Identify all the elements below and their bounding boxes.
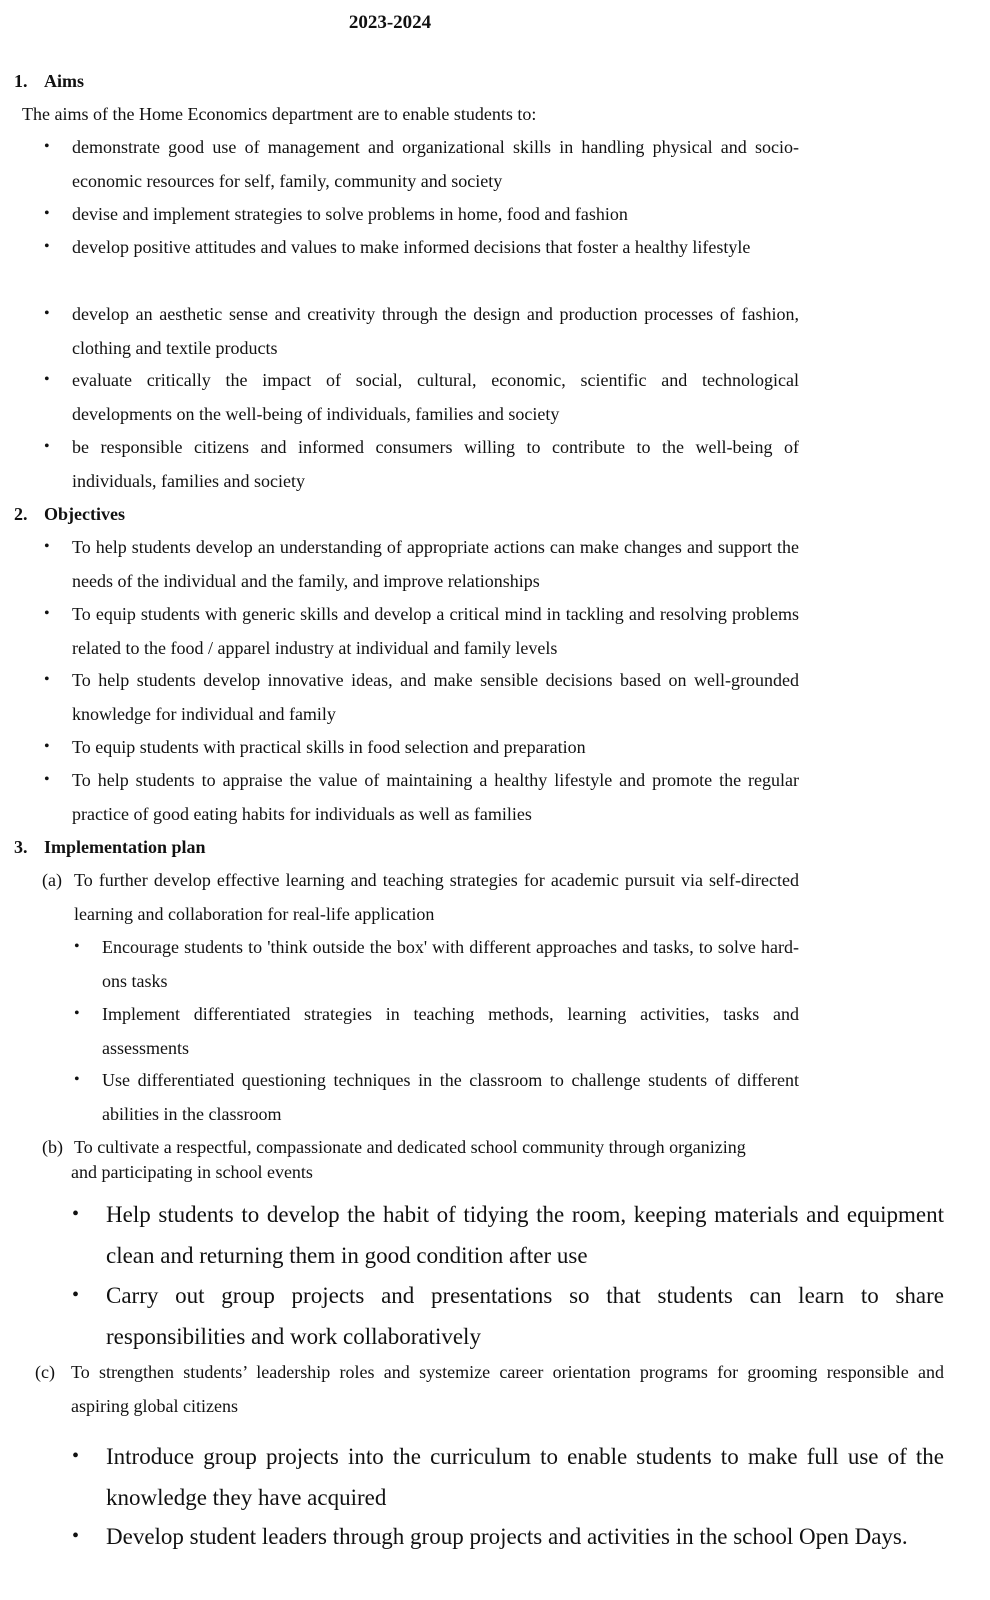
plan-subsection-c	[35, 1355, 944, 1423]
item-text: To help students to appraise the value of maintaining a healthy lifestyle and promote the regular practice of good eating habits for individuals as well as families	[72, 770, 799, 824]
plan-c-item	[72, 1516, 956, 1557]
objectives-item	[44, 763, 799, 831]
aims-item	[44, 130, 799, 198]
section-objectives-heading	[14, 497, 125, 531]
subsection-text: To further develop effective learning and teaching strategies for academic pursuit via self-directed learning and collaboration for real-life application	[74, 870, 799, 924]
bullet-icon: •	[44, 671, 50, 688]
bullet-icon: •	[44, 738, 50, 755]
bullet-icon: •	[44, 371, 50, 388]
item-text: To equip students with practical skills in food selection and preparation	[72, 737, 586, 757]
bullet-icon: •	[44, 771, 50, 788]
objectives-item	[44, 597, 799, 665]
plan-b-item	[72, 1275, 944, 1357]
plan-a-item	[74, 1063, 799, 1131]
section-title: Implementation plan	[44, 837, 206, 857]
item-text: To help students develop an understanding of appropriate actions can make changes and support the needs of the individual and the family, and improve relationships	[72, 537, 799, 591]
plan-a-item	[74, 997, 799, 1065]
subsection-label: (c)	[35, 1362, 55, 1382]
aims-item	[44, 363, 799, 431]
section-number: 2.	[14, 504, 28, 524]
bullet-icon: •	[44, 605, 50, 622]
bullet-icon: •	[72, 1525, 80, 1547]
bullet-icon: •	[44, 138, 50, 155]
subsection-label: (a)	[42, 870, 62, 890]
section-number: 3.	[14, 837, 28, 857]
bullet-icon: •	[72, 1203, 80, 1225]
aims-item	[44, 297, 799, 365]
bullet-icon: •	[74, 1005, 80, 1022]
bullet-icon: •	[72, 1445, 80, 1467]
item-text: To help students develop innovative ideas, and make sensible decisions based on well-grounded knowledge for individual and family	[72, 670, 799, 724]
aims-item	[44, 230, 799, 264]
aims-item	[44, 197, 799, 231]
plan-b-item	[72, 1194, 944, 1276]
item-text: Develop student leaders through group projects and activities in the school Open Days.	[106, 1524, 908, 1549]
bullet-icon: •	[44, 238, 50, 255]
section-title: Aims	[44, 71, 84, 91]
bullet-icon: •	[74, 938, 80, 955]
aims-intro: The aims of the Home Economics department are to enable students to:	[22, 104, 537, 124]
plan-subsection-b-continued: and participating in school events	[71, 1162, 313, 1182]
item-text: develop positive attitudes and values to make informed decisions that foster a healthy lifestyle	[72, 237, 751, 257]
objectives-item	[44, 730, 799, 764]
bullet-icon: •	[44, 438, 50, 455]
section-plan-heading	[14, 830, 206, 864]
document-year: 2023-2024	[348, 12, 432, 33]
item-text: evaluate critically the impact of social, cultural, economic, scientific and technological developments on the well-being of individuals, families and society	[72, 370, 799, 424]
objectives-item	[44, 530, 799, 598]
item-text: demonstrate good use of management and organizational skills in handling physical and socio-economic resources for self, family, community and society	[72, 137, 799, 191]
bullet-icon: •	[44, 305, 50, 322]
item-text: Introduce group projects into the curriculum to enable students to make full use of the knowledge they have acquired	[106, 1444, 944, 1510]
bullet-icon: •	[72, 1284, 80, 1306]
section-number: 1.	[14, 71, 28, 91]
plan-a-item	[74, 930, 799, 998]
item-text: Implement differentiated strategies in teaching methods, learning activities, tasks and assessments	[102, 1004, 799, 1058]
subsection-label: (b)	[42, 1137, 63, 1157]
bullet-icon: •	[44, 538, 50, 555]
objectives-item	[44, 663, 799, 731]
item-text: be responsible citizens and informed consumers willing to contribute to the well-being of individuals, families and society	[72, 437, 799, 491]
item-text: To equip students with generic skills and develop a critical mind in tackling and resolving problems related to the food / apparel industry at individual and family levels	[72, 604, 799, 658]
bullet-icon: •	[74, 1071, 80, 1088]
bullet-icon: •	[44, 205, 50, 222]
section-aims-heading	[14, 64, 84, 98]
subsection-text-line1: To cultivate a respectful, compassionate and dedicated school community through organizing	[74, 1137, 746, 1157]
section-title: Objectives	[44, 504, 125, 524]
item-text: Use differentiated questioning techniques in the classroom to challenge students of different abilities in the classroom	[102, 1070, 799, 1124]
item-text: Help students to develop the habit of tidying the room, keeping materials and equipment clean and returning them in good condition after use	[106, 1202, 944, 1268]
plan-c-item	[72, 1436, 944, 1518]
aims-item	[44, 430, 799, 498]
item-text: develop an aesthetic sense and creativity through the design and production processes of fashion, clothing and textile products	[72, 304, 799, 358]
item-text: Encourage students to 'think outside the box' with different approaches and tasks, to solve hard-ons tasks	[102, 937, 799, 991]
plan-subsection-a	[42, 863, 799, 931]
subsection-text: To strengthen students’ leadership roles and systemize career orientation programs for grooming responsible and aspiring global citizens	[71, 1362, 944, 1416]
item-text: Carry out group projects and presentations so that students can learn to share responsibilities and work collaboratively	[106, 1283, 944, 1349]
item-text: devise and implement strategies to solve problems in home, food and fashion	[72, 204, 628, 224]
